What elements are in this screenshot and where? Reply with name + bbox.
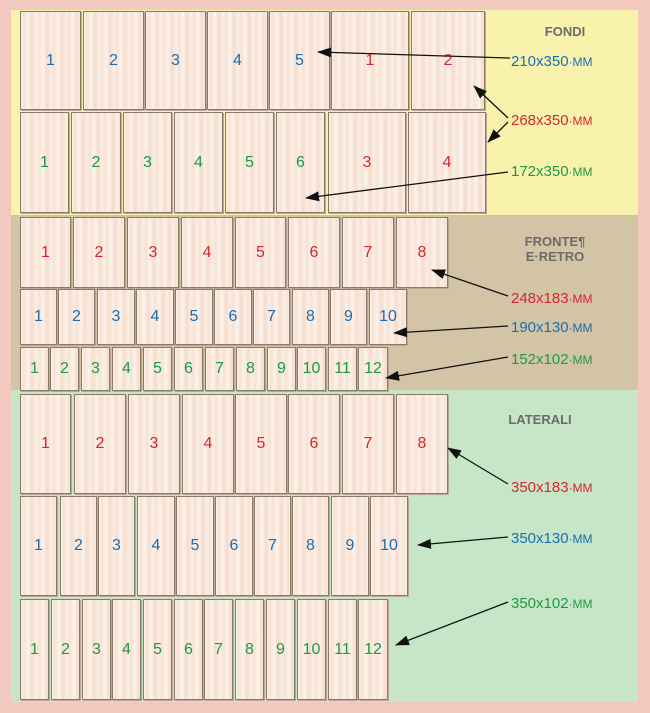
- panel-number: 10: [379, 308, 397, 325]
- panel-number: 6: [229, 537, 239, 554]
- panel-number: 4: [150, 308, 160, 325]
- size-unit: ·MM: [568, 321, 593, 335]
- panel-number: 2: [94, 243, 104, 261]
- arrow-laterali-green: [396, 602, 508, 645]
- size-unit: ·MM: [568, 165, 593, 179]
- size-value: 268x350: [511, 112, 569, 129]
- panel-number: 8: [245, 640, 254, 658]
- panel-number: 10: [302, 360, 321, 377]
- panel-number: 3: [111, 308, 121, 325]
- arrow-laterali-red: [448, 448, 508, 484]
- size-unit: ·MM: [568, 481, 593, 495]
- size-value: 210x350: [511, 53, 569, 70]
- panel-number: 3: [143, 153, 152, 171]
- panel-number: 8: [306, 537, 315, 554]
- arrow-fondi-green: [306, 172, 508, 198]
- panel-number: 4: [442, 153, 452, 171]
- panel-number: 2: [61, 640, 70, 658]
- laterali-heading: LATERALI: [508, 412, 572, 427]
- panel-number: 1: [46, 51, 55, 69]
- panel-number: 4: [233, 51, 242, 69]
- panel-number: 5: [245, 153, 254, 171]
- panel-number: 2: [60, 360, 69, 377]
- size-unit: ·MM: [568, 55, 593, 69]
- panel-number: 7: [268, 537, 277, 554]
- panel-number: 9: [277, 360, 286, 377]
- panel-number: 1: [40, 153, 49, 171]
- panel-number: 7: [214, 640, 223, 658]
- panel-number: 12: [364, 360, 382, 377]
- panel-number: 6: [184, 640, 193, 658]
- panel-number: 2: [91, 153, 101, 171]
- panel-number: 1: [34, 308, 43, 325]
- size-unit: ·MM: [568, 597, 593, 611]
- arrow-fondi-red-lower: [488, 122, 508, 142]
- panel-number: 12: [364, 640, 382, 658]
- panel-number: 5: [256, 435, 266, 452]
- panel-number: 3: [171, 51, 180, 69]
- panel-number: 3: [148, 243, 158, 261]
- panel-number: 4: [203, 435, 213, 452]
- panel-number: 1: [30, 640, 39, 658]
- panel-number: 6: [296, 153, 305, 171]
- panel-number: 1: [365, 51, 375, 69]
- panel-number: 5: [189, 308, 199, 325]
- panel-number: 1: [41, 435, 50, 452]
- panel-number: 2: [74, 537, 83, 554]
- panel-number: 1: [30, 360, 39, 377]
- panel-number: 5: [256, 243, 265, 261]
- size-value: 248x183: [511, 290, 569, 307]
- panel-number: 6: [309, 435, 319, 452]
- panel-number: 9: [344, 308, 353, 325]
- panel-number: 3: [362, 153, 372, 171]
- panel-number: 3: [112, 537, 121, 554]
- fronte-heading-line2: E·RETRO: [525, 249, 585, 264]
- panel-number: 6: [309, 243, 319, 261]
- panel-number: 7: [363, 435, 373, 452]
- panel-number: 8: [417, 435, 427, 452]
- panel-number: 10: [302, 640, 321, 658]
- panel-number: 2: [95, 435, 105, 452]
- panel-number: 10: [380, 537, 398, 554]
- panel-number: 4: [194, 153, 203, 171]
- panel-number: 3: [91, 360, 100, 377]
- panel-number: 3: [149, 435, 159, 452]
- panel-number: 1: [34, 537, 43, 554]
- panel-number: 8: [417, 243, 427, 261]
- size-unit: ·MM: [568, 292, 593, 306]
- panel-number: 11: [334, 360, 351, 377]
- size-value: 350x102: [511, 595, 569, 612]
- panel-number: 5: [153, 640, 162, 658]
- panel-number: 8: [246, 360, 255, 377]
- panel-number: 11: [334, 640, 351, 658]
- arrow-fronte-green: [386, 357, 508, 378]
- arrow-fronte-blue: [394, 326, 508, 333]
- size-value: 152x102: [511, 351, 569, 368]
- panel-number: 6: [184, 360, 193, 377]
- panel-number: 9: [276, 640, 285, 658]
- size-unit: ·MM: [568, 353, 593, 367]
- panel-number: 4: [122, 640, 131, 658]
- panel-number: 4: [122, 360, 131, 377]
- panel-number: 1: [41, 243, 50, 261]
- panel-number: 8: [306, 308, 315, 325]
- panel-number: 9: [345, 537, 355, 554]
- panel-number: 2: [443, 51, 453, 69]
- size-value: 172x350: [511, 163, 569, 180]
- panel-number: 3: [92, 640, 101, 658]
- panel-number: 4: [151, 537, 161, 554]
- panel-number: 7: [363, 243, 373, 261]
- panel-number: 6: [228, 308, 238, 325]
- size-unit: ·MM: [568, 114, 593, 128]
- arrow-laterali-blue: [418, 537, 508, 545]
- size-value: 190x130: [511, 319, 569, 336]
- fondi-heading: FONDI: [544, 24, 586, 39]
- panel-number: 7: [267, 308, 276, 325]
- arrow-fondi-red-upper: [474, 86, 508, 118]
- panel-number: 7: [215, 360, 224, 377]
- panel-number: 2: [109, 51, 118, 69]
- panel-number: 5: [295, 51, 304, 69]
- size-value: 350x130: [511, 530, 569, 547]
- arrow-fronte-red: [432, 270, 508, 296]
- panel-number: 4: [202, 243, 212, 261]
- size-value: 350x183: [511, 479, 569, 496]
- panel-number: 5: [153, 360, 162, 377]
- fronte-heading-line1: FRONTE¶: [524, 234, 586, 249]
- arrow-fondi-blue: [318, 52, 510, 58]
- panel-number: 2: [72, 308, 81, 325]
- panel-number: 5: [190, 537, 200, 554]
- size-unit: ·MM: [568, 532, 593, 546]
